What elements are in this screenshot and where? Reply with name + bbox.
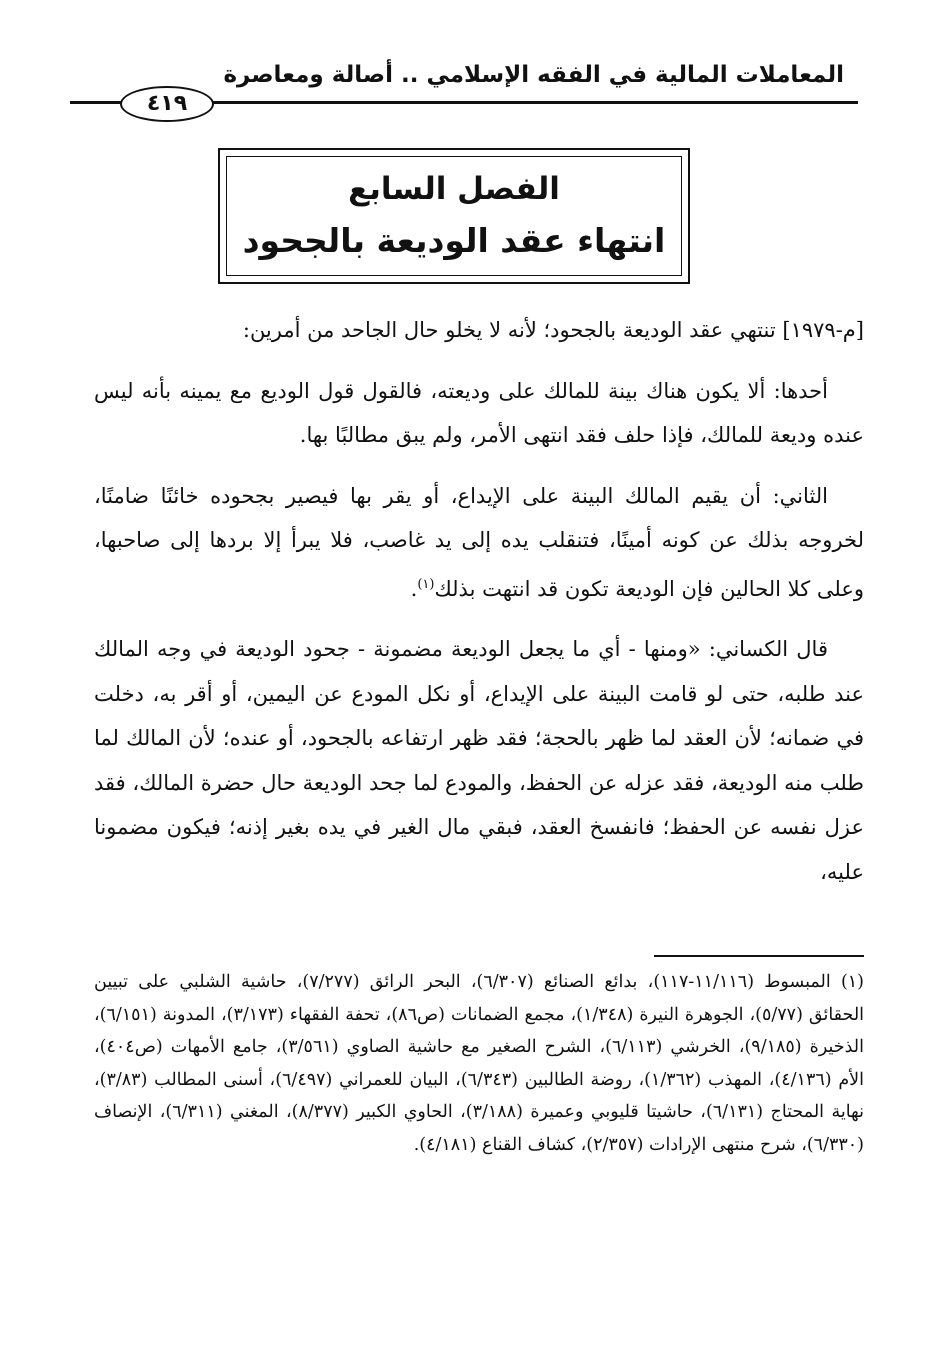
chapter-label: الفصل السابع xyxy=(348,171,560,207)
body-paragraph-2: أحدها: ألا يكون هناك بينة للمالك على وديعته، فالقول قول الوديع مع يمينه بأنه ليس عنده وديعة للمالك، فإذا حلف فقد انتهى الأمر، ولم يبق مطالبًا بها. xyxy=(94,378,864,447)
chapter-title: انتهاء عقد الوديعة بالجحود xyxy=(242,221,666,260)
running-header-title: المعاملات المالية في الفقه الإسلامي .. أصالة ومعاصرة xyxy=(223,62,844,88)
body-paragraph-1: [م-١٩٧٩] تنتهي عقد الوديعة بالجحود؛ لأنه لا يخلو حال الجاحد من أمرين: xyxy=(242,318,864,342)
footnote-separator xyxy=(654,955,864,957)
chapter-heading-inner-frame xyxy=(226,156,682,276)
footnote-reference: (١) xyxy=(417,576,435,592)
page-number: ٤١٩ xyxy=(120,86,214,122)
chapter-heading-box xyxy=(218,148,690,284)
body-text xyxy=(94,308,864,910)
footnote-text: المبسوط (١١/١١٦-١١٧)، بدائع الصنائع (٦/٣٠٧)، البحر الرائق (٧/٢٧٧)، حاشية الشلبي على تبيين الحقائق (٥/٧٧)، الجوهرة النيرة (١/٣٤٨)، مجمع الضمانات (ص٨٦)، تحفة الفقهاء (٣/١٧٣)، المدونة (٦/١٥١)، الذخيرة (٩/١٨٥)، الخرشي (٦/١١٣)، الشرح الصغير مع حاشية الصاوي (٣/٥٦١)، جامع الأمهات (ص٤٠٤)، الأم (٤/١٣٦)، المهذب (١/٣٦٢)، روضة الطالبين (٦/٣٤٣)، البيان للعمراني (٦/٤٩٧)، أسنى المطالب (٣/٨٣)، نهاية المحتاج (٦/١٣١)، حاشيتا قليوبي وعميرة (٣/١٨٨)، الحاوي الكبير (٨/٣٧٧)، المغني (٦/٣١١)، الإنصاف (٦/٣٣٠)، شرح منتهى الإرادات (٢/٣٥٧)، كشاف القناع (٤/١٨١). xyxy=(94,972,865,1155)
footnote xyxy=(94,966,864,1161)
body-paragraph-3-end: . xyxy=(410,576,418,601)
body-paragraph-3 xyxy=(94,474,864,612)
body-paragraph-4: قال الكساني: «ومنها - أي ما يجعل الوديعة مضمونة - جحود الوديعة في وجه المالك عند طلبه، حتى لو قامت البينة على الإيداع، أو نكل المودع عن اليمين، أو أقر به، دخلت في ضمانه؛ لأن العقد لما ظهر بالحجة؛ فقد ظهر ارتفاعه بالجحود، أو عنده؛ لأن المالك لما طلب منه الوديعة، فقد عزله عن الحفظ، والمودع لما جحد الوديعة حال حضرة المالك، فقد عزل نفسه عن الحفظ؛ فانفسخ العقد، فبقي مال الغير في يده بغير إذنه؛ فيكون مضمونا عليه، xyxy=(94,637,864,884)
footnote-marker: (١) xyxy=(840,972,864,992)
body-paragraph-3-text: الثاني: أن يقيم المالك البينة على الإيداع، أو يقر بها فيصير بجحوده خائنًا ضامنًا، لخروجه بذلك عن كونه أمينًا، فتنقلب يده إلى يد غاصب، فلا يبرأ إلا بردها إلى صاحبها، وعلى كلا الحالين فإن الوديعة تكون قد انتهت بذلك xyxy=(94,483,864,601)
